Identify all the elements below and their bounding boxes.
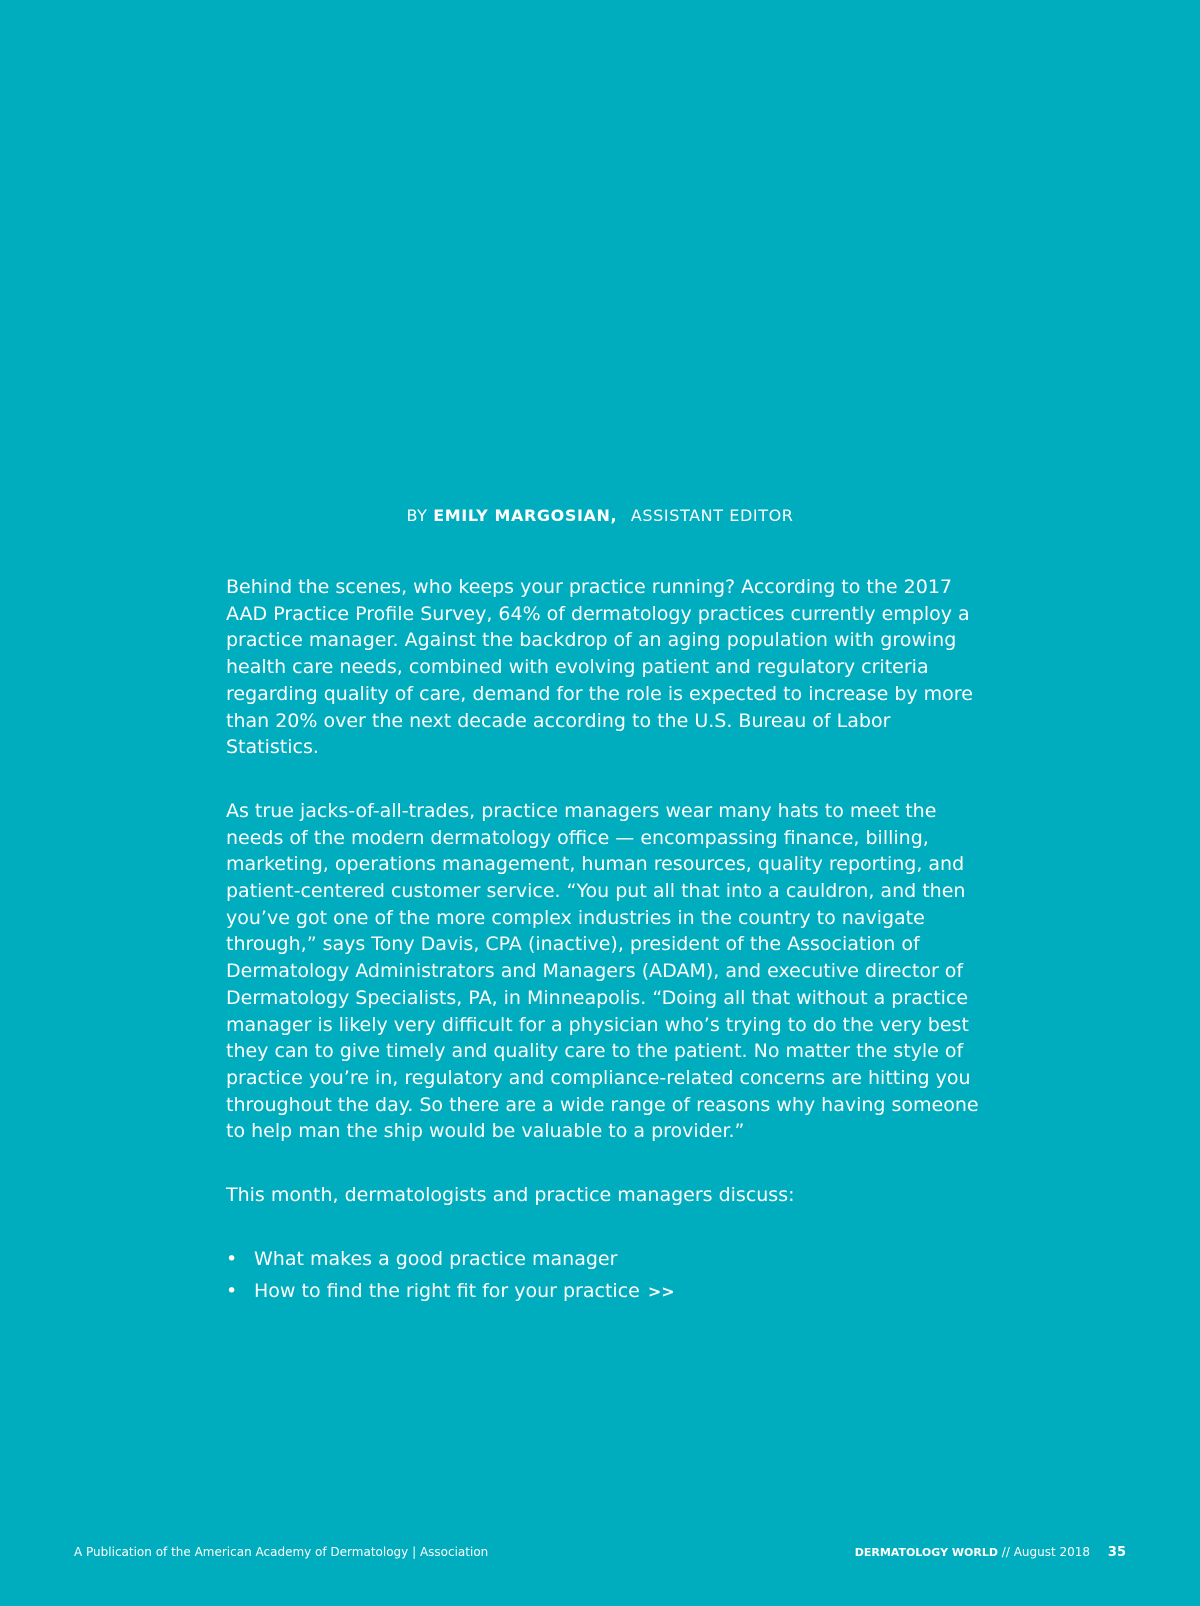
issue-date: August 2018 bbox=[1013, 1545, 1091, 1559]
list-item-text: How to find the right fit for your practice bbox=[254, 1280, 640, 1303]
footer-publication: A Publication of the American Academy of Dermatology | Association bbox=[74, 1545, 489, 1559]
list-item bbox=[226, 1278, 986, 1306]
bullet-icon: • bbox=[226, 1247, 238, 1270]
page-number: 35 bbox=[1107, 1545, 1126, 1560]
topic-list bbox=[226, 1246, 986, 1306]
list-item bbox=[226, 1246, 986, 1273]
paragraph-intro: Behind the scenes, who keeps your practice running? According to the 2017 AAD Practice Profile Survey, 64% of dermatology practices currently employ a practice manager. Against the backdrop of an aging population with growing health care needs, combined with evolving patient and regulatory criteria regarding quality of care, demand for the role is expected to increase by more than 20% over the next decade according to the U.S. Bureau of Labor Statistics. bbox=[226, 576, 973, 759]
continue-marker: >> bbox=[647, 1282, 675, 1302]
byline bbox=[0, 506, 1200, 526]
article-body bbox=[226, 574, 986, 1312]
byline-role: ASSISTANT EDITOR bbox=[630, 506, 794, 525]
paragraph-quote: As true jacks-of-all-trades, practice managers wear many hats to meet the needs of the modern dermatology office — encompassing finance, billing, marketing, operations management, human resources, quality reporting, and patient-centered customer service. “You put all that into a cauldron, and then you’ve got one of the more complex industries in the country to navigate through,” says Tony Davis, CPA (inactive), president of the Association of Dermatology Administrators and Managers (ADAM), and executive director of Dermatology Specialists, PA, in Minneapolis. “Doing all that without a practice manager is likely very difficult for a physician who’s trying to do the very best they can to give timely and quality care to the patient. No matter the style of practice you’re in, regulatory and compliance-related concerns are hitting you throughout the day. So there are a wide range of reasons why having someone to help man the ship would be valuable to a provider.” bbox=[226, 799, 979, 1143]
bullet-icon: • bbox=[226, 1280, 238, 1303]
footer-issue bbox=[855, 1544, 1126, 1561]
footer-separator: // bbox=[1001, 1545, 1010, 1559]
byline-prefix: BY bbox=[406, 506, 428, 525]
byline-author: EMILY MARGOSIAN, bbox=[433, 506, 618, 525]
list-item-text: What makes a good practice manager bbox=[254, 1247, 618, 1270]
magazine-name: DERMATOLOGY WORLD bbox=[854, 1546, 998, 1559]
paragraph-lead-in: This month, dermatologists and practice managers discuss: bbox=[226, 1184, 795, 1207]
